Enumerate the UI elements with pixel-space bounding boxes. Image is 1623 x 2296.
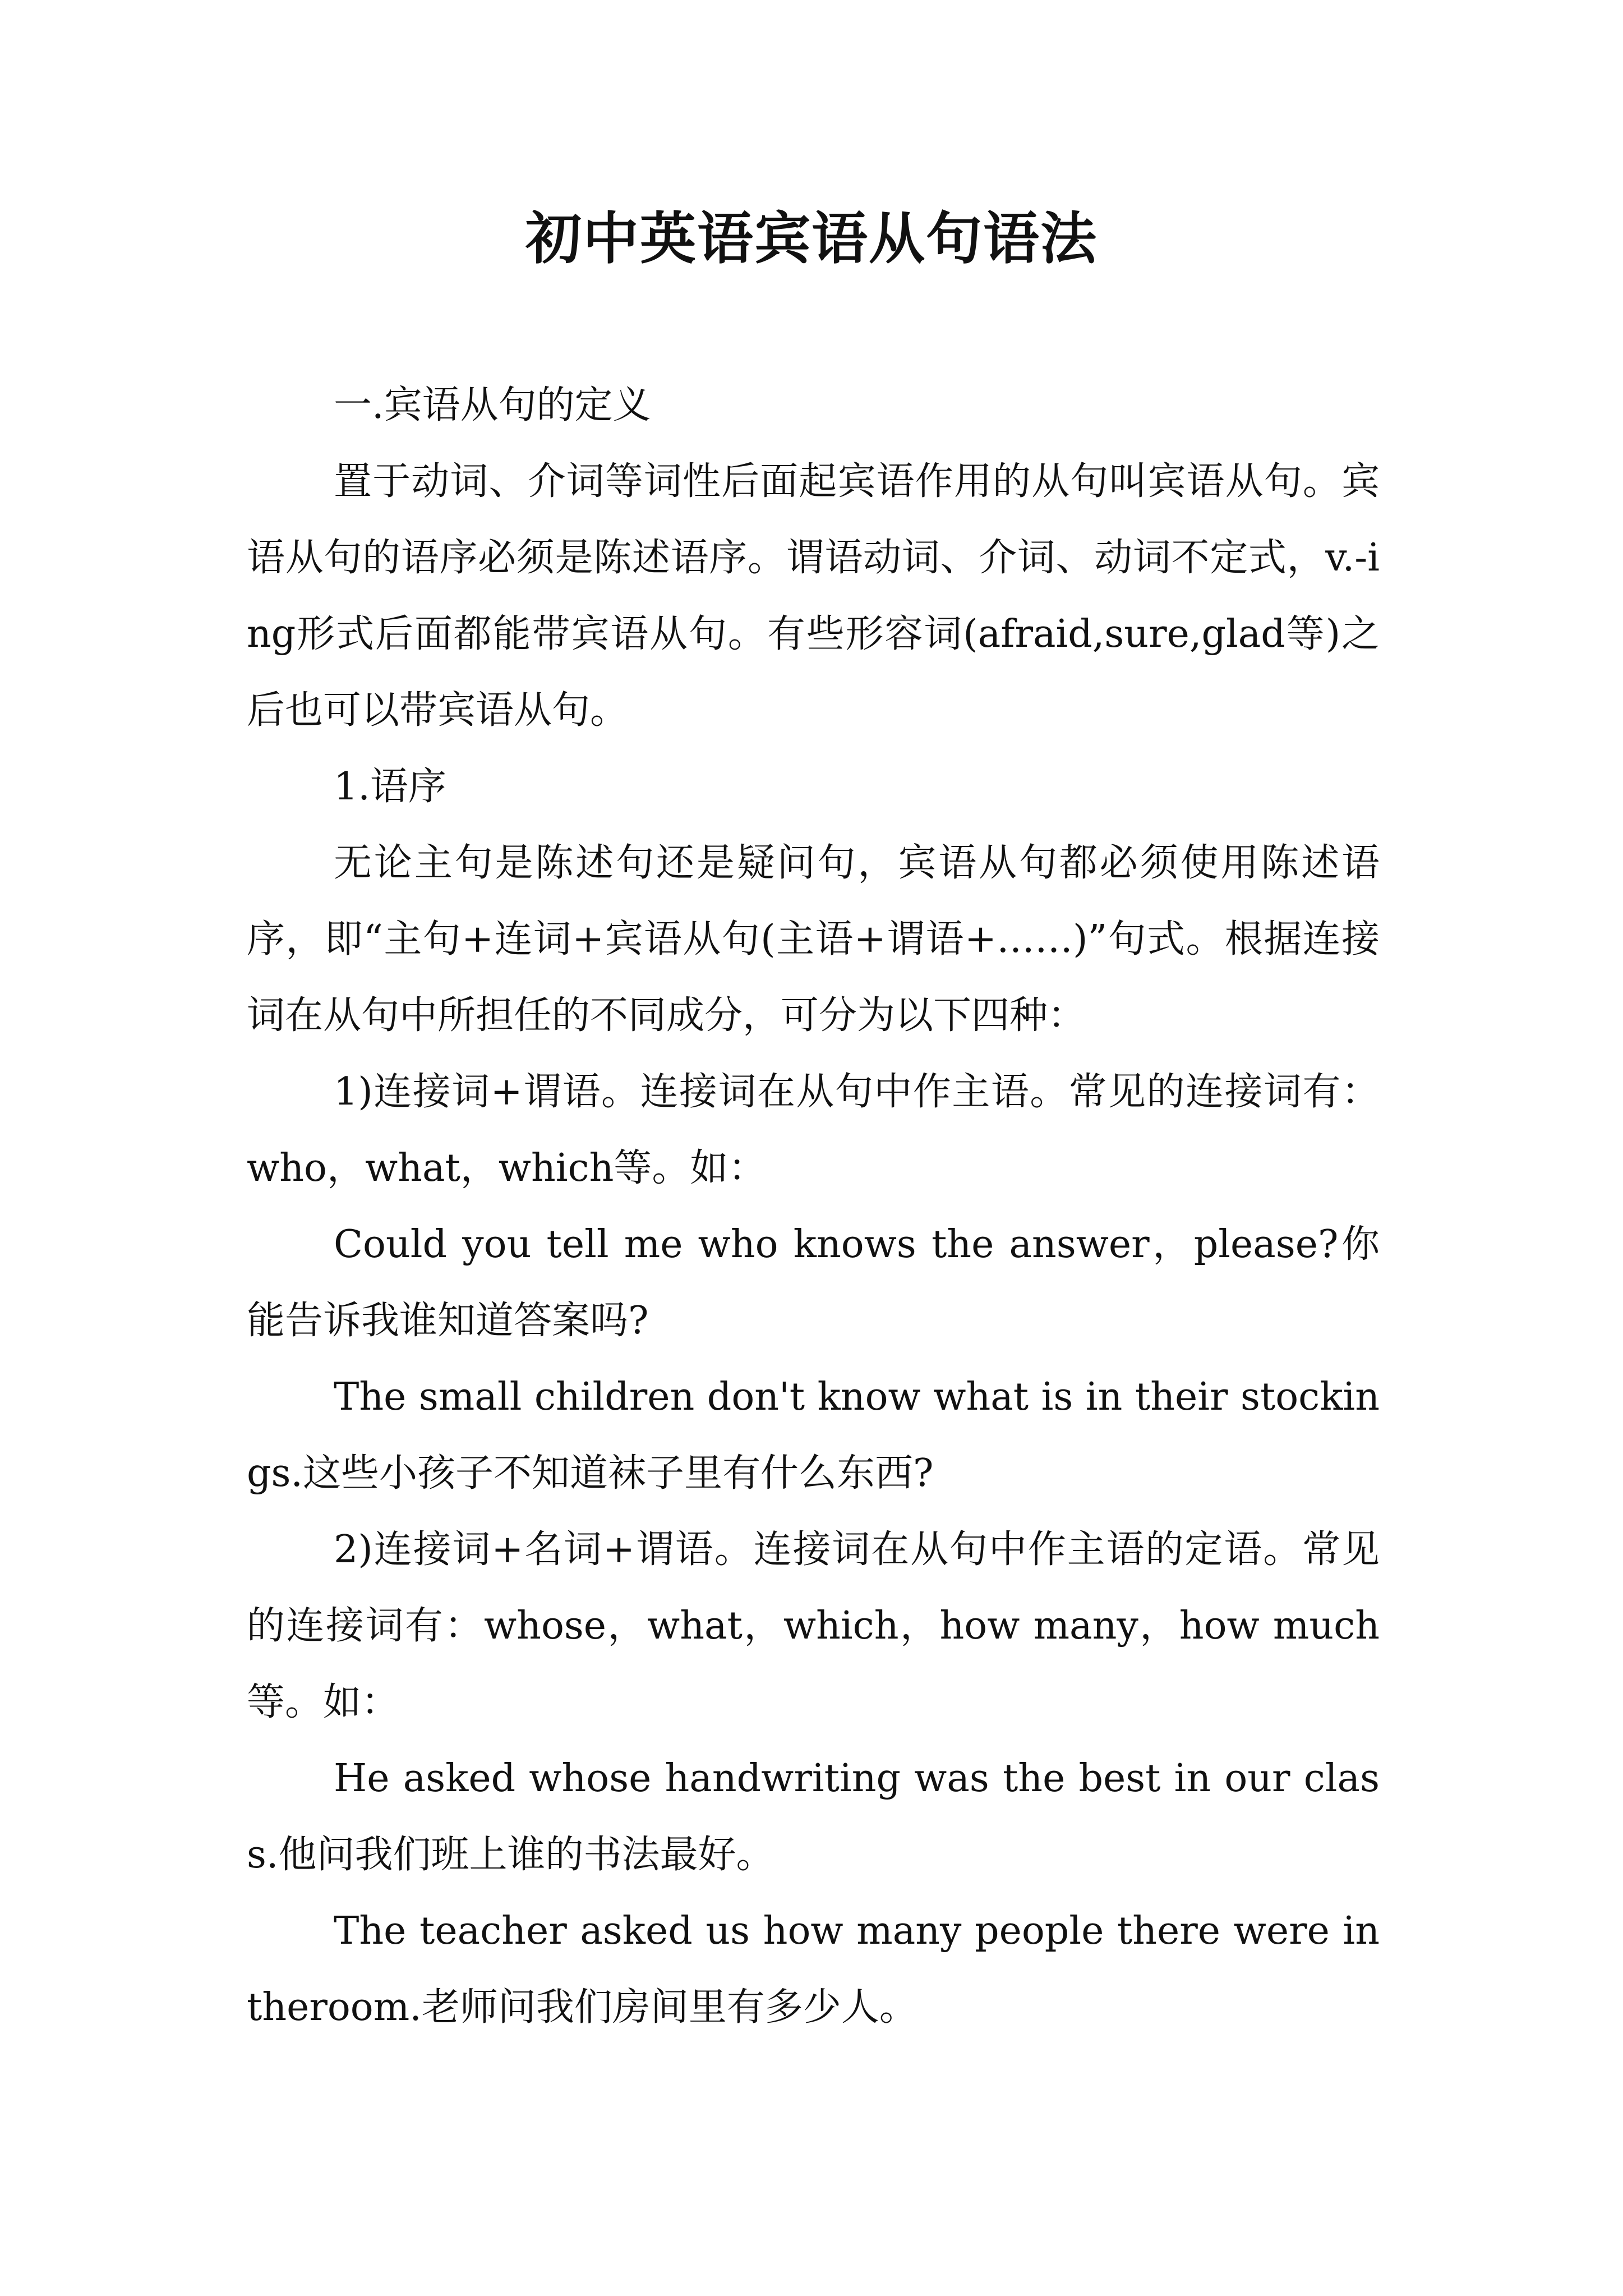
rule-item-2: 2)连接词+名词+谓语。连接词在从句中作主语的定语。常见的连接词有：whose，what，which，how many，how much等。如：: [247, 1527, 1380, 1724]
example-sentence: The small children don't know what is in their stockings.这些小孩子不知道袜子里有什么东西?: [247, 1375, 1380, 1496]
paragraph-word-order: 无论主句是陈述句还是疑问句，宾语从句都必须使用陈述语序，即“主句+连词+宾语从句(主语+谓语+……)”句式。根据连接词在从句中所担任的不同成分，可分为以下四种：: [247, 841, 1380, 1038]
example-sentence: Could you tell me who knows the answer，please?你能告诉我谁知道答案吗?: [247, 1222, 1380, 1343]
section-heading-definition: 一.宾语从句的定义: [334, 383, 651, 427]
paragraph-definition: 置于动词、介词等词性后面起宾语作用的从句叫宾语从句。宾语从句的语序必须是陈述语序。谓语动词、介词、动词不定式，v.-ing形式后面都能带宾语从句。有些形容词(afraid,sure,glad等)之后也可以带宾语从句。: [247, 459, 1380, 733]
example-sentence: He asked whose handwriting was the best in our class.他问我们班上谁的书法最好。: [247, 1756, 1380, 1877]
document-title: 初中英语宾语从句语法: [525, 205, 1098, 272]
subheading-word-order: 1.语序: [334, 765, 446, 809]
document-body: [247, 367, 1380, 2046]
example-sentence: The teacher asked us how many people there were in theroom.老师问我们房间里有多少人。: [247, 1909, 1380, 2030]
rule-item-1: 1)连接词+谓语。连接词在从句中作主语。常见的连接词有： who，what，which等。如：: [247, 1070, 1380, 1190]
